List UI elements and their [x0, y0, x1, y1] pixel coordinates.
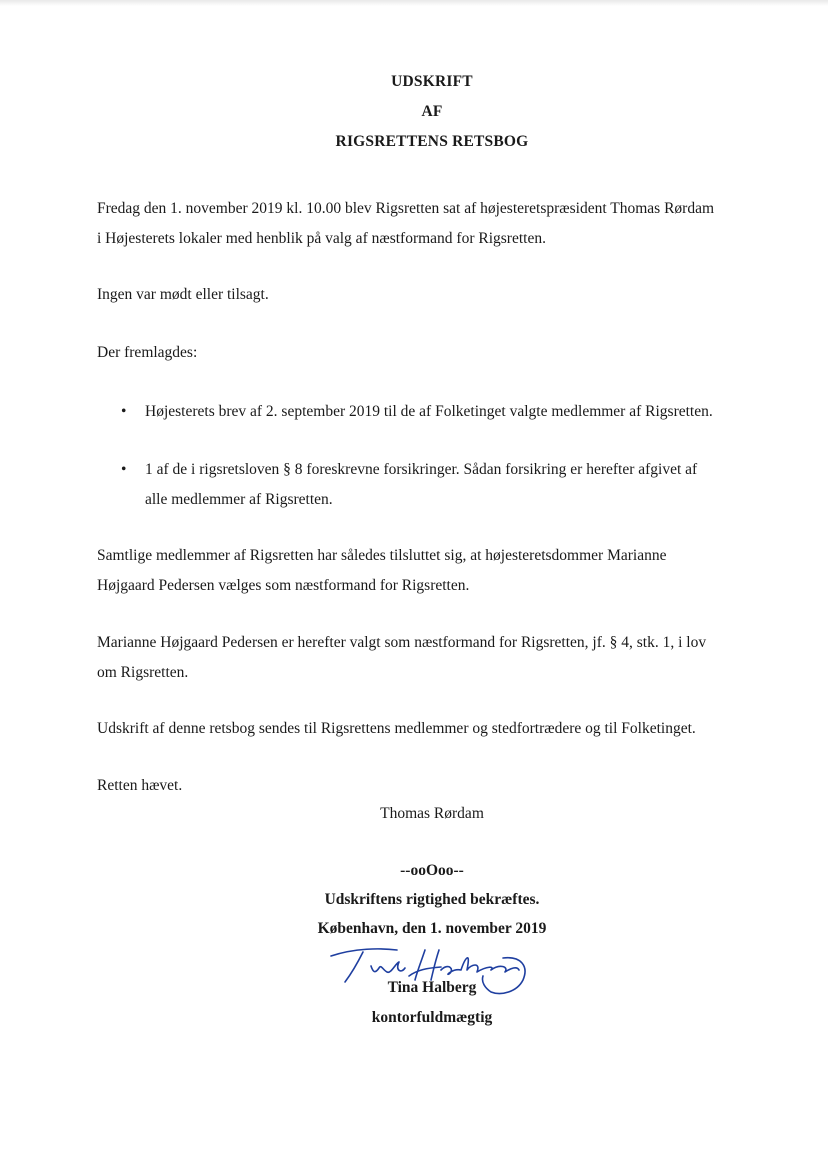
bullet-2-line-1: 1 af de i rigsretsloven § 8 foreskrevne forsikringer. Sådan forsikring er herefter afgivet af	[145, 461, 698, 478]
certification-statement: Udskriftens rigtighed bekræftes.	[324, 891, 540, 908]
distribution-paragraph: Udskrift af denne retsbog sendes til Rigsrettens medlemmer og stedfortrædere og til Folketinget.	[97, 720, 696, 737]
presiding-judge-name: Thomas Rørdam	[380, 805, 484, 822]
consent-paragraph	[97, 541, 767, 601]
consent-line-1: Samtlige medlemmer af Rigsretten har således tilsluttet sig, at højesteretsdommer Marianne	[97, 547, 667, 564]
signatory-title: kontorfuldmægtig	[371, 1009, 493, 1026]
heading-rigsrettens-retsbog: RIGSRETTENS RETSBOG	[335, 133, 529, 150]
bullet-item-2	[145, 455, 775, 515]
scan-edge	[0, 0, 828, 6]
attendance-paragraph: Ingen var mødt eller tilsagt.	[97, 286, 269, 303]
bullet-1-line-1: Højesterets brev af 2. september 2019 til de af Folketinget valgte medlemmer af Rigsretten.	[145, 403, 713, 420]
elected-paragraph	[97, 628, 767, 688]
bullet-2-line-2: alle medlemmer af Rigsretten.	[145, 491, 333, 508]
elected-line-1: Marianne Højgaard Pedersen er herefter valgt som næstformand for Rigsretten, jf. § 4, stk. 1, i lov	[97, 634, 707, 651]
place-and-date: København, den 1. november 2019	[317, 920, 547, 937]
bullet-marker-1: •	[121, 403, 127, 420]
separator-ornament: --ooOoo--	[400, 862, 464, 879]
intro-line-1: Fredag den 1. november 2019 kl. 10.00 blev Rigsretten sat af højesteretspræsident Thomas Rørdam	[97, 200, 715, 217]
heading-af: AF	[421, 103, 443, 120]
presented-label: Der fremlagdes:	[97, 344, 198, 361]
elected-line-2: om Rigsretten.	[97, 664, 189, 681]
intro-line-2: i Højesterets lokaler med henblik på valg af næstformand for Rigsretten.	[97, 230, 546, 247]
signatory-name: Tina Halberg	[387, 979, 477, 996]
consent-line-2: Højgaard Pedersen vælges som næstformand for Rigsretten.	[97, 577, 470, 594]
intro-paragraph	[97, 194, 767, 254]
adjourned-paragraph: Retten hævet.	[97, 777, 183, 794]
heading-udskrift: UDSKRIFT	[391, 73, 473, 90]
bullet-item-1	[145, 397, 775, 427]
bullet-marker-2: •	[121, 461, 127, 478]
